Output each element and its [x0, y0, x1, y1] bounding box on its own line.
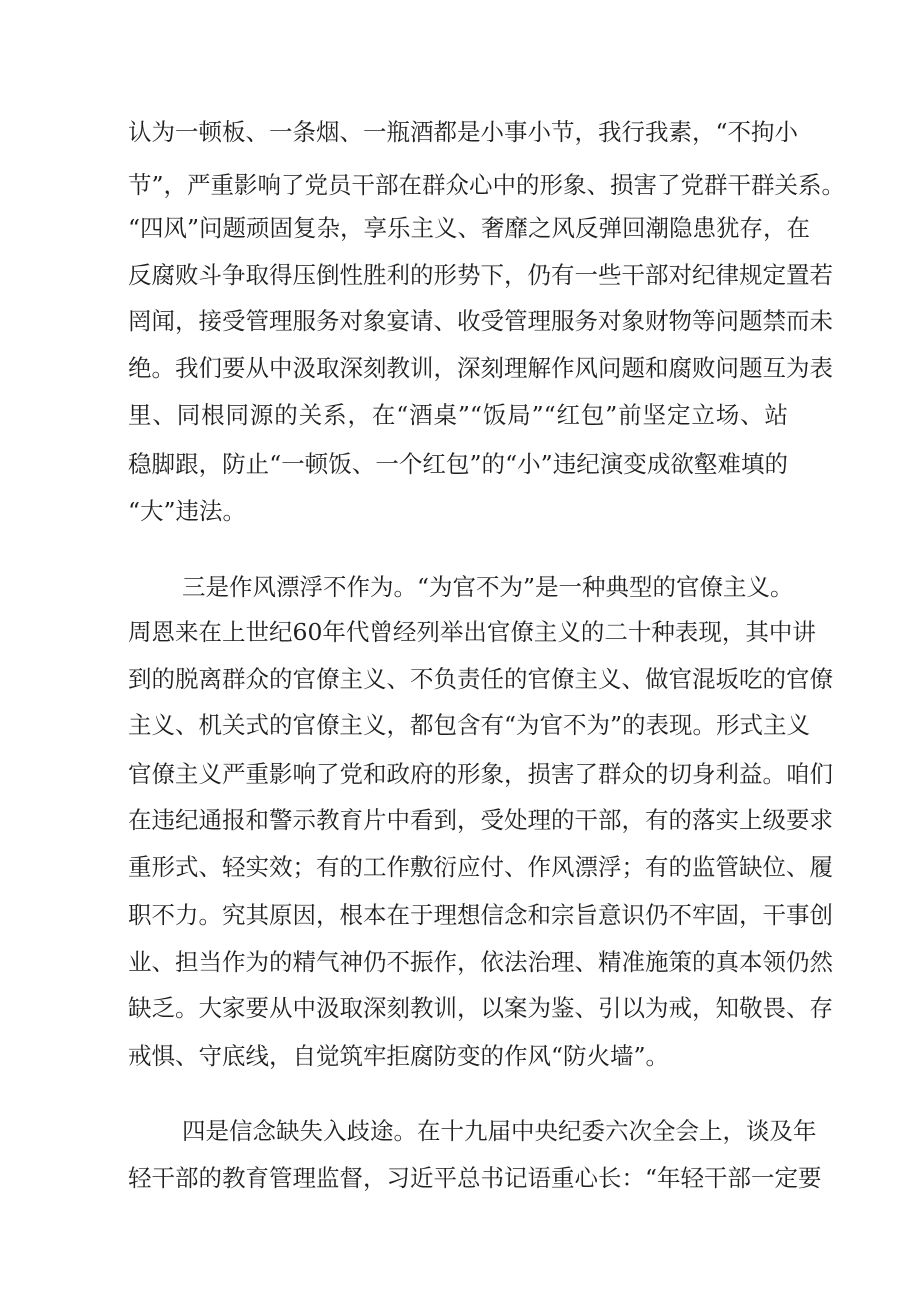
text-line: 官僚主义严重影响了党和政府的形象，损害了群众的切身利益。咱们	[128, 760, 833, 788]
text-line: 稳脚跟，防止“一顿饭、一个红包”的“小”违纪演变成欲壑难填的	[128, 450, 788, 478]
text-line: 戒惧、守底线，自觉筑牢拒腐防变的作风“防火墙”。	[128, 1042, 670, 1070]
text-line: “四风”问题顽固复杂，享乐主义、奢靡之风反弹回潮隐患犹存，在	[128, 214, 811, 242]
text-line: 缺乏。大家要从中汲取深刻教训，以案为鉴、引以为戒，知敬畏、存	[128, 994, 833, 1022]
text-line: 重形式、轻实效；有的工作敷衍应付、作风漂浮；有的监管缺位、履	[128, 853, 833, 881]
text-line: 里、同根同源的关系，在“酒桌”“饭局”“红包”前坚定立场、站	[128, 401, 788, 429]
text-line: 反腐败斗争取得压倒性胜利的形势下，仍有一些干部对纪律规定置若	[128, 261, 833, 289]
text-line: 主义、机关式的官僚主义，都包含有“为官不为”的表现。形式主义	[128, 711, 811, 739]
text-line: 节”，严重影响了党员干部在群众心中的形象、损害了党群干群关系。	[128, 171, 846, 199]
text-line: 到的脱离群众的官僚主义、不负责任的官僚主义、做官混坂吃的官僚	[128, 665, 833, 693]
text-line: 四是信念缺失入歧途。在十九届中央纪委六次全会上，谈及年	[182, 1117, 817, 1145]
text-line: “大”违法。	[128, 497, 247, 525]
text-line: 绝。我们要从中汲取深刻教训，深刻理解作风问题和腐败问题互为表	[128, 354, 833, 382]
text-line: 业、担当作为的精气神仍不振作，依法治理、精准施策的真本领仍然	[128, 948, 833, 976]
text-line: 职不力。究其原因，根本在于理想信念和宗旨意识仍不牢固，干事创	[128, 901, 833, 929]
text-line: 认为一顿板、一条烟、一瓶酒都是小事小节，我行我素，“不拘小	[128, 118, 799, 146]
text-line: 三是作风漂浮不作为。“为官不为”是一种典型的官僚主义。	[182, 573, 794, 601]
text-line: 周恩来在上世纪60年代曾经列举出官僚主义的二十种表现，其中讲	[128, 618, 816, 646]
text-line: 在违纪通报和警示教育片中看到，受处理的干部，有的落实上级要求	[128, 806, 833, 834]
text-line: 轻干部的教育管理监督，习近平总书记语重心长：“年轻干部一定要	[128, 1164, 822, 1192]
text-line: 罔闻，接受管理服务对象宴请、收受管理服务对象财物等问题禁而未	[128, 307, 833, 335]
